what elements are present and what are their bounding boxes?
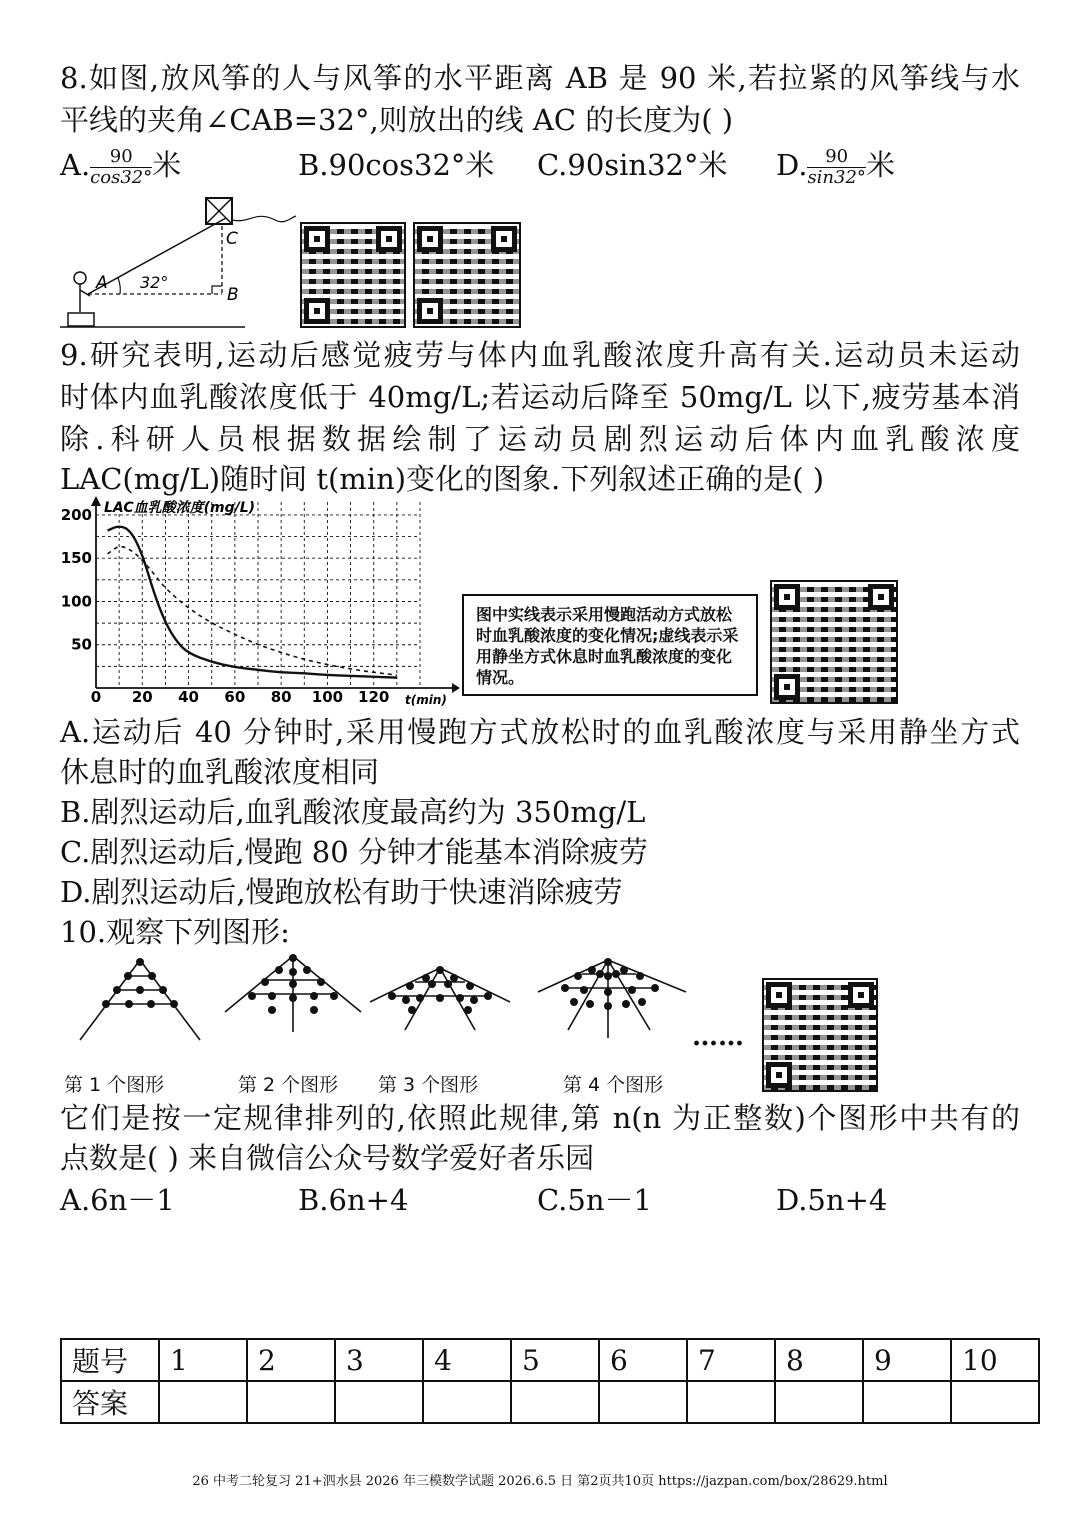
caption-figure-1: 第 1 个图形 — [64, 1074, 165, 1096]
caption-figure-2: 第 2 个图形 — [238, 1074, 339, 1096]
answer-table-answer-label: 答案 — [61, 1381, 159, 1423]
answer-table-q1: 1 — [159, 1339, 247, 1381]
label-a: A — [96, 273, 108, 293]
x-tick-label: 20 — [131, 688, 153, 706]
q10-line-2: 点数是( ) 来自微信公众号数学爱好者乐园 — [60, 1141, 595, 1175]
q10-line-1: 它们是按一定规律排列的,依照此规律,第 n(n 为正整数)个图形中共有的 — [60, 1101, 1020, 1135]
y-axis-label: LAC血乳酸浓度(mg/L) — [104, 500, 256, 516]
answer-cell-3[interactable] — [335, 1381, 423, 1423]
answer-cell-5[interactable] — [511, 1381, 599, 1423]
q10-option-a: A.6n－1 — [60, 1183, 175, 1217]
y-tick-label: 200 — [60, 505, 92, 524]
answer-table-q5: 5 — [511, 1339, 599, 1381]
q8-line-1: 8.如图,放风筝的人与风筝的水平距离 AB 是 90 米,若拉紧的风筝线与水 — [60, 61, 1020, 95]
chart-grid — [96, 502, 420, 688]
q8-option-a-unit: 米 — [152, 148, 182, 182]
caption-figure-3: 第 3 个图形 — [378, 1074, 479, 1096]
y-tick-label: 100 — [60, 592, 92, 611]
stand — [68, 313, 94, 326]
answer-table — [60, 1338, 1040, 1424]
q10-option-c: C.5n－1 — [537, 1183, 652, 1217]
series-jogging-line — [108, 527, 397, 678]
chart-note-box: 图中实线表示采用慢跑活动方式放松时血乳酸浓度的变化情况;虚线表示采用静坐方式休息时血乳酸浓度的变化情况。 — [462, 594, 758, 696]
q8-option-a — [60, 145, 181, 188]
q8-option-a-denominator: cos32° — [90, 166, 153, 188]
pattern-figures — [60, 952, 700, 1052]
kite-figure — [60, 190, 300, 332]
answer-table-q10: 10 — [951, 1339, 1039, 1381]
q10-title: 10.观察下列图形: — [60, 915, 290, 949]
lac-chart — [60, 496, 460, 710]
q8-option-a-fraction — [90, 147, 152, 188]
pattern-figure-3-dots — [388, 966, 492, 1014]
q8-option-d-denominator: sin32° — [807, 166, 866, 188]
label-b: B — [227, 285, 239, 305]
answer-table-q9: 9 — [863, 1339, 951, 1381]
x-tick-label: 80 — [270, 688, 292, 706]
answer-table-q6: 6 — [599, 1339, 687, 1381]
answer-cell-9[interactable] — [863, 1381, 951, 1423]
x-tick-label: 0 — [90, 688, 102, 706]
q9-option-a-line-2: 休息时的血乳酸浓度相同 — [60, 755, 380, 789]
qr-code-1[interactable] — [300, 222, 406, 328]
x-tick-label: 40 — [178, 688, 200, 706]
x-axis-label: t(min) — [405, 693, 447, 707]
q9-option-a-line-1: A.运动后 40 分钟时,采用慢跑方式放松时的血乳酸浓度与采用静坐方式 — [60, 715, 1020, 749]
q8-option-d — [776, 145, 895, 188]
answer-cell-10[interactable] — [951, 1381, 1039, 1423]
pattern-ellipsis: …… — [692, 1022, 744, 1052]
q8-option-c: C.90sin32°米 — [537, 148, 728, 182]
answer-table-q4: 4 — [423, 1339, 511, 1381]
x-tick-label: 100 — [311, 688, 344, 706]
q8-option-d-prefix: D. — [776, 148, 808, 182]
q8-line-2: 平线的夹角∠CAB=32°,则放出的线 AC 的长度为( ) — [60, 103, 734, 137]
answer-table-answer-row — [61, 1381, 1039, 1423]
x-axis-arrow — [452, 683, 460, 693]
right-angle-mark — [212, 286, 222, 294]
q9-option-c: C.剧烈运动后,慢跑 80 分钟才能基本消除疲劳 — [60, 835, 648, 869]
q9-option-d: D.剧烈运动后,慢跑放松有助于快速消除疲劳 — [60, 875, 623, 909]
chart-series — [108, 527, 397, 678]
x-tick-label: 60 — [224, 688, 246, 706]
pattern-figure-4-dots — [561, 958, 659, 1010]
q8-option-d-numerator: 90 — [807, 147, 866, 168]
answer-table-q2: 2 — [247, 1339, 335, 1381]
q9-line-3: 除.科研人员根据数据绘制了运动员剧烈运动后体内血乳酸浓度 — [60, 422, 1020, 456]
angle-arc — [118, 278, 120, 294]
qr-code-2[interactable] — [413, 222, 521, 328]
q9-line-2: 时体内血乳酸浓度低于 40mg/L;若运动后降至 50mg/L 以下,疲劳基本消 — [60, 380, 1020, 414]
y-tick-label: 50 — [71, 635, 92, 654]
kite-tail — [232, 216, 296, 222]
pattern-figure-1 — [80, 960, 200, 1040]
caption-figure-4: 第 4 个图形 — [563, 1074, 664, 1096]
q10-option-d: D.5n+4 — [776, 1183, 888, 1217]
chart-axes — [91, 496, 460, 693]
pattern-figure-1-dots — [102, 958, 178, 1008]
answer-cell-1[interactable] — [159, 1381, 247, 1423]
answer-cell-7[interactable] — [687, 1381, 775, 1423]
q10-option-b: B.6n+4 — [298, 1183, 409, 1217]
answer-cell-2[interactable] — [247, 1381, 335, 1423]
page-footer: 26 中考二轮复习 21+泗水县 2026 年三模数学试题 2026.6.5 日 第2页共10页 https://jazpan.com/box/28629.html — [192, 1474, 888, 1489]
q8-option-b: B.90cos32°米 — [298, 148, 495, 182]
q9-option-b: B.剧烈运动后,血乳酸浓度最高约为 350mg/L — [60, 795, 646, 829]
answer-cell-6[interactable] — [599, 1381, 687, 1423]
q8-option-d-unit: 米 — [865, 148, 895, 182]
answer-table-q7: 7 — [687, 1339, 775, 1381]
answer-cell-4[interactable] — [423, 1381, 511, 1423]
x-tick-label: 120 — [358, 688, 390, 706]
answer-cell-8[interactable] — [775, 1381, 863, 1423]
answer-table-q8: 8 — [775, 1339, 863, 1381]
qr-code-3[interactable] — [770, 580, 898, 704]
answer-table-header-label: 题号 — [61, 1339, 159, 1381]
angle-label: 32° — [140, 273, 169, 292]
q9-line-4: LAC(mg/L)随时间 t(min)变化的图象.下列叙述正确的是( ) — [60, 462, 825, 496]
label-c: C — [226, 229, 238, 249]
y-axis-arrow — [91, 496, 101, 506]
q8-option-a-prefix: A. — [60, 148, 91, 182]
person-head — [74, 272, 86, 284]
pattern-figure-4 — [538, 960, 686, 1038]
series-resting-line — [108, 547, 397, 675]
q9-line-1: 9.研究表明,运动后感觉疲劳与体内血乳酸浓度升高有关.运动员未运动 — [60, 338, 1020, 372]
answer-table-q3: 3 — [335, 1339, 423, 1381]
y-tick-label: 150 — [60, 549, 92, 568]
q8-option-d-fraction — [807, 147, 866, 188]
qr-code-4[interactable] — [762, 978, 878, 1092]
answer-table-header-row — [61, 1339, 1039, 1381]
q8-option-a-numerator: 90 — [90, 147, 152, 168]
